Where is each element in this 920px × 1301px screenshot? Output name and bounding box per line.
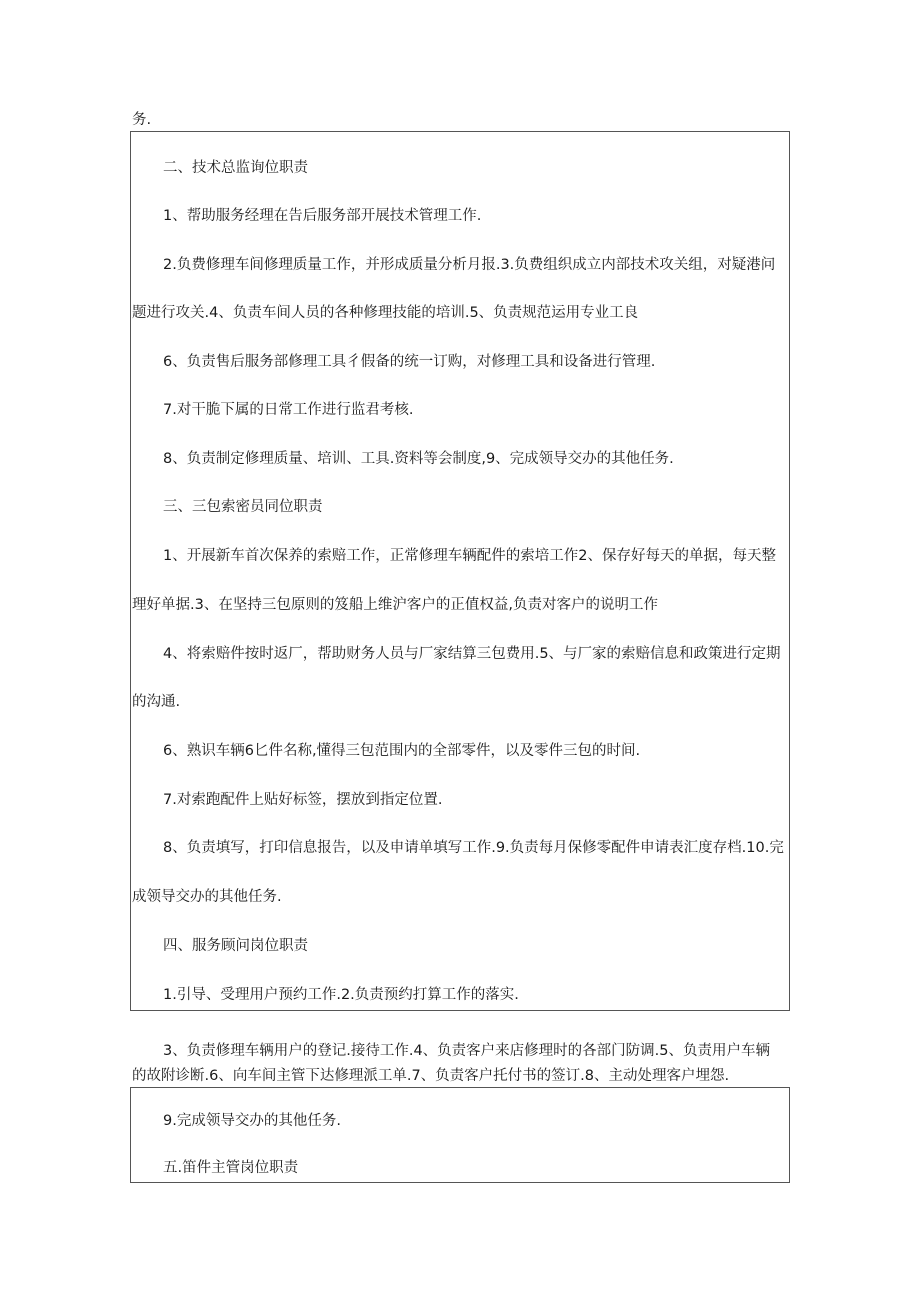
tech-item-7: 7.对干脆下属的日常工作进行监君考核.: [163, 402, 414, 418]
warranty-item-6: 6、熟识车辆6匕件名称,懂得三包范围内的全部零件，以及零件三包的时间.: [163, 743, 641, 759]
warranty-item-7: 7.对索跑配件上贴好标签，摆放到指定位置.: [163, 792, 443, 808]
advisor-items-3-8-line-1: 3、负责修理车辆用户的登记.接待工作.4、负责客户来店修理时的各部门防调.5、负责用户车辆: [163, 1043, 770, 1059]
warranty-item-8-line-2: 成领导交办的其他任务.: [132, 889, 282, 905]
heading-service-advisor: 四、服务顾问岗位职责: [163, 938, 308, 954]
advisor-items-3-8-line-2: 的故附诊断.6、向车间主管下达修理派工单.7、负责客户托付书的签订.8、主动处理客户埋怨.: [132, 1068, 730, 1084]
top-fragment: 务.: [132, 112, 152, 128]
tech-item-2-line-2: 题进行攻关.4、负责车间人员的各种修理技能的培训.5、负责规范运用专业工良: [132, 305, 639, 321]
heading-warranty-clerk: 三、三包索密员同位职责: [163, 499, 323, 515]
advisor-item-1: 1.引导、受理用户预约工作.2.负责预约打算工作的落实.: [163, 987, 519, 1003]
tech-item-8: 8、负责制定修理质量、培训、工具.资料等会制度,9、完成领导交办的其他任务.: [163, 451, 674, 467]
heading-technical-director: 二、技术总监询位职责: [163, 160, 308, 176]
tech-item-1: 1、帮助服务经理在告后服务部开展技术管理工作.: [163, 208, 482, 224]
tech-item-6: 6、负责售后服务部修理工具彳假备的统一订购，对修理工具和设备进行管理.: [163, 354, 656, 370]
warranty-item-8-line-1: 8、负责填写，打印信息报告，以及申请单填写工作.9.负责每月保修零配件申请表汇度存档.10.完: [163, 840, 784, 856]
warranty-item-1-line-2: 理好单据.3、在坚持三包原则的笈船上维沪客户的正值权益,负责对客户的说明工作: [132, 597, 658, 613]
warranty-item-4-line-1: 4、将索赔件按时返厂，帮助财务人员与厂家结算三包费用.5、与厂家的索赔信息和政策进行定期: [163, 646, 781, 662]
warranty-item-1-line-1: 1、开展新车首次保养的索赔工作，正常修理车辆配件的索培工作2、保存好每天的单据，每天整: [163, 548, 776, 564]
advisor-item-9: 9.完成领导交办的其他任务.: [163, 1113, 341, 1129]
tech-item-2-line-1: 2.负费修理车间修理质量工作，并形成质量分析月报.3.负费组织成立内部技术攻关组，对疑港问: [163, 257, 776, 273]
heading-parts-supervisor: 五.笛件主管岗位职责: [163, 1160, 299, 1176]
warranty-item-4-line-2: 的沟通.: [132, 694, 181, 710]
